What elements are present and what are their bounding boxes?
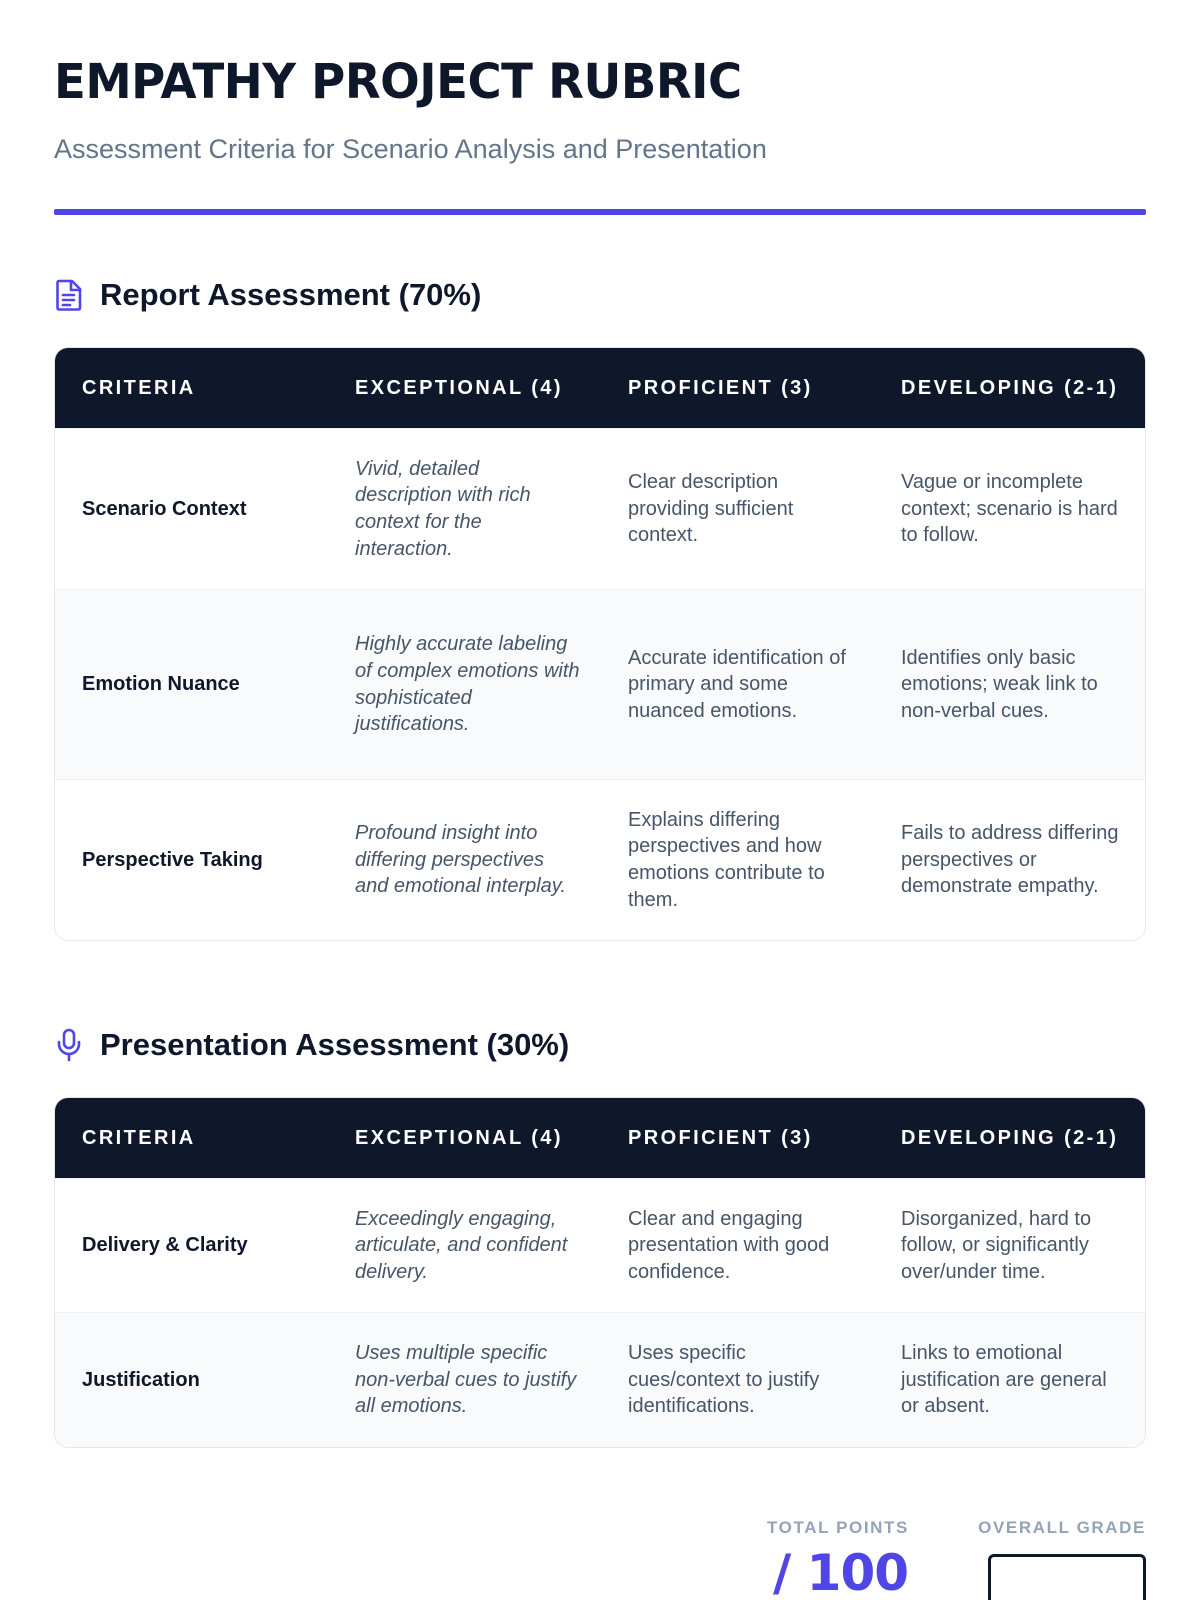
report-rubric-table: [54, 347, 1146, 941]
column-header-developing: DEVELOPING (2-1): [901, 1126, 1119, 1149]
total-points-label: TOTAL POINTS: [767, 1518, 909, 1537]
proficient-cell: Accurate identification of primary and some nuanced emotions.: [628, 646, 846, 722]
report-table-header: [55, 348, 1145, 428]
presentation-rubric-table: [54, 1097, 1146, 1448]
criteria-cell: Scenario Context: [82, 497, 247, 520]
column-header-developing: DEVELOPING (2-1): [901, 376, 1119, 399]
column-header-exceptional: EXCEPTIONAL (4): [355, 1126, 563, 1149]
document-icon: [54, 278, 84, 312]
column-header-proficient: PROFICIENT (3): [628, 376, 813, 399]
table-row: [55, 1178, 1145, 1312]
developing-cell: Links to emotional justification are general or absent.: [901, 1342, 1107, 1418]
proficient-cell: Clear description providing sufficient context.: [628, 471, 794, 547]
developing-cell: Disorganized, hard to follow, or significantly over/under time.: [901, 1207, 1092, 1283]
microphone-icon: [54, 1028, 84, 1062]
title-divider: [54, 209, 1146, 215]
column-header-exceptional: EXCEPTIONAL (4): [355, 376, 563, 399]
developing-cell: Fails to address differing perspectives or demonstrate empathy.: [901, 822, 1119, 898]
overall-grade-box[interactable]: [988, 1554, 1146, 1600]
proficient-cell: Explains differing perspectives and how emotions contribute to them.: [628, 808, 825, 911]
proficient-cell: Clear and engaging presentation with good confidence.: [628, 1207, 830, 1283]
page-title: EMPATHY PROJECT RUBRIC: [54, 54, 742, 110]
developing-cell: Vague or incomplete context; scenario is hard to follow.: [901, 471, 1118, 547]
table-row: [55, 589, 1145, 779]
column-header-criteria: CRITERIA: [82, 376, 196, 399]
exceptional-cell: Profound insight into differing perspectives and emotional interplay.: [355, 822, 566, 898]
column-header-criteria: CRITERIA: [82, 1126, 196, 1149]
criteria-cell: Delivery & Clarity: [82, 1234, 248, 1257]
column-header-proficient: PROFICIENT (3): [628, 1126, 813, 1149]
total-points-value: / 100: [773, 1544, 909, 1600]
table-row: [55, 428, 1145, 589]
exceptional-cell: Highly accurate labeling of complex emotions with sophisticated justifications.: [355, 633, 580, 736]
exceptional-cell: Exceedingly engaging, articulate, and confident delivery.: [355, 1207, 568, 1283]
report-section-title: Report Assessment (70%): [100, 277, 482, 312]
table-row: [55, 779, 1145, 940]
presentation-table-header: [55, 1098, 1145, 1178]
score-summary: [746, 1518, 1146, 1600]
criteria-cell: Emotion Nuance: [82, 673, 240, 696]
criteria-cell: Perspective Taking: [82, 848, 263, 871]
exceptional-cell: Uses multiple specific non-verbal cues to justify all emotions.: [355, 1342, 577, 1418]
developing-cell: Identifies only basic emotions; weak link to non-verbal cues.: [901, 646, 1098, 722]
criteria-cell: Justification: [82, 1368, 200, 1391]
presentation-section-heading: [54, 1025, 1146, 1065]
presentation-section-title: Presentation Assessment (30%): [100, 1027, 570, 1062]
proficient-cell: Uses specific cues/context to justify identifications.: [628, 1342, 820, 1418]
report-section-heading: [54, 275, 1146, 315]
exceptional-cell: Vivid, detailed description with rich context for the interaction.: [355, 457, 531, 560]
page-subtitle: Assessment Criteria for Scenario Analysis and Presentation: [54, 134, 767, 164]
table-row: [55, 1312, 1145, 1447]
overall-grade-label: OVERALL GRADE: [978, 1518, 1146, 1537]
